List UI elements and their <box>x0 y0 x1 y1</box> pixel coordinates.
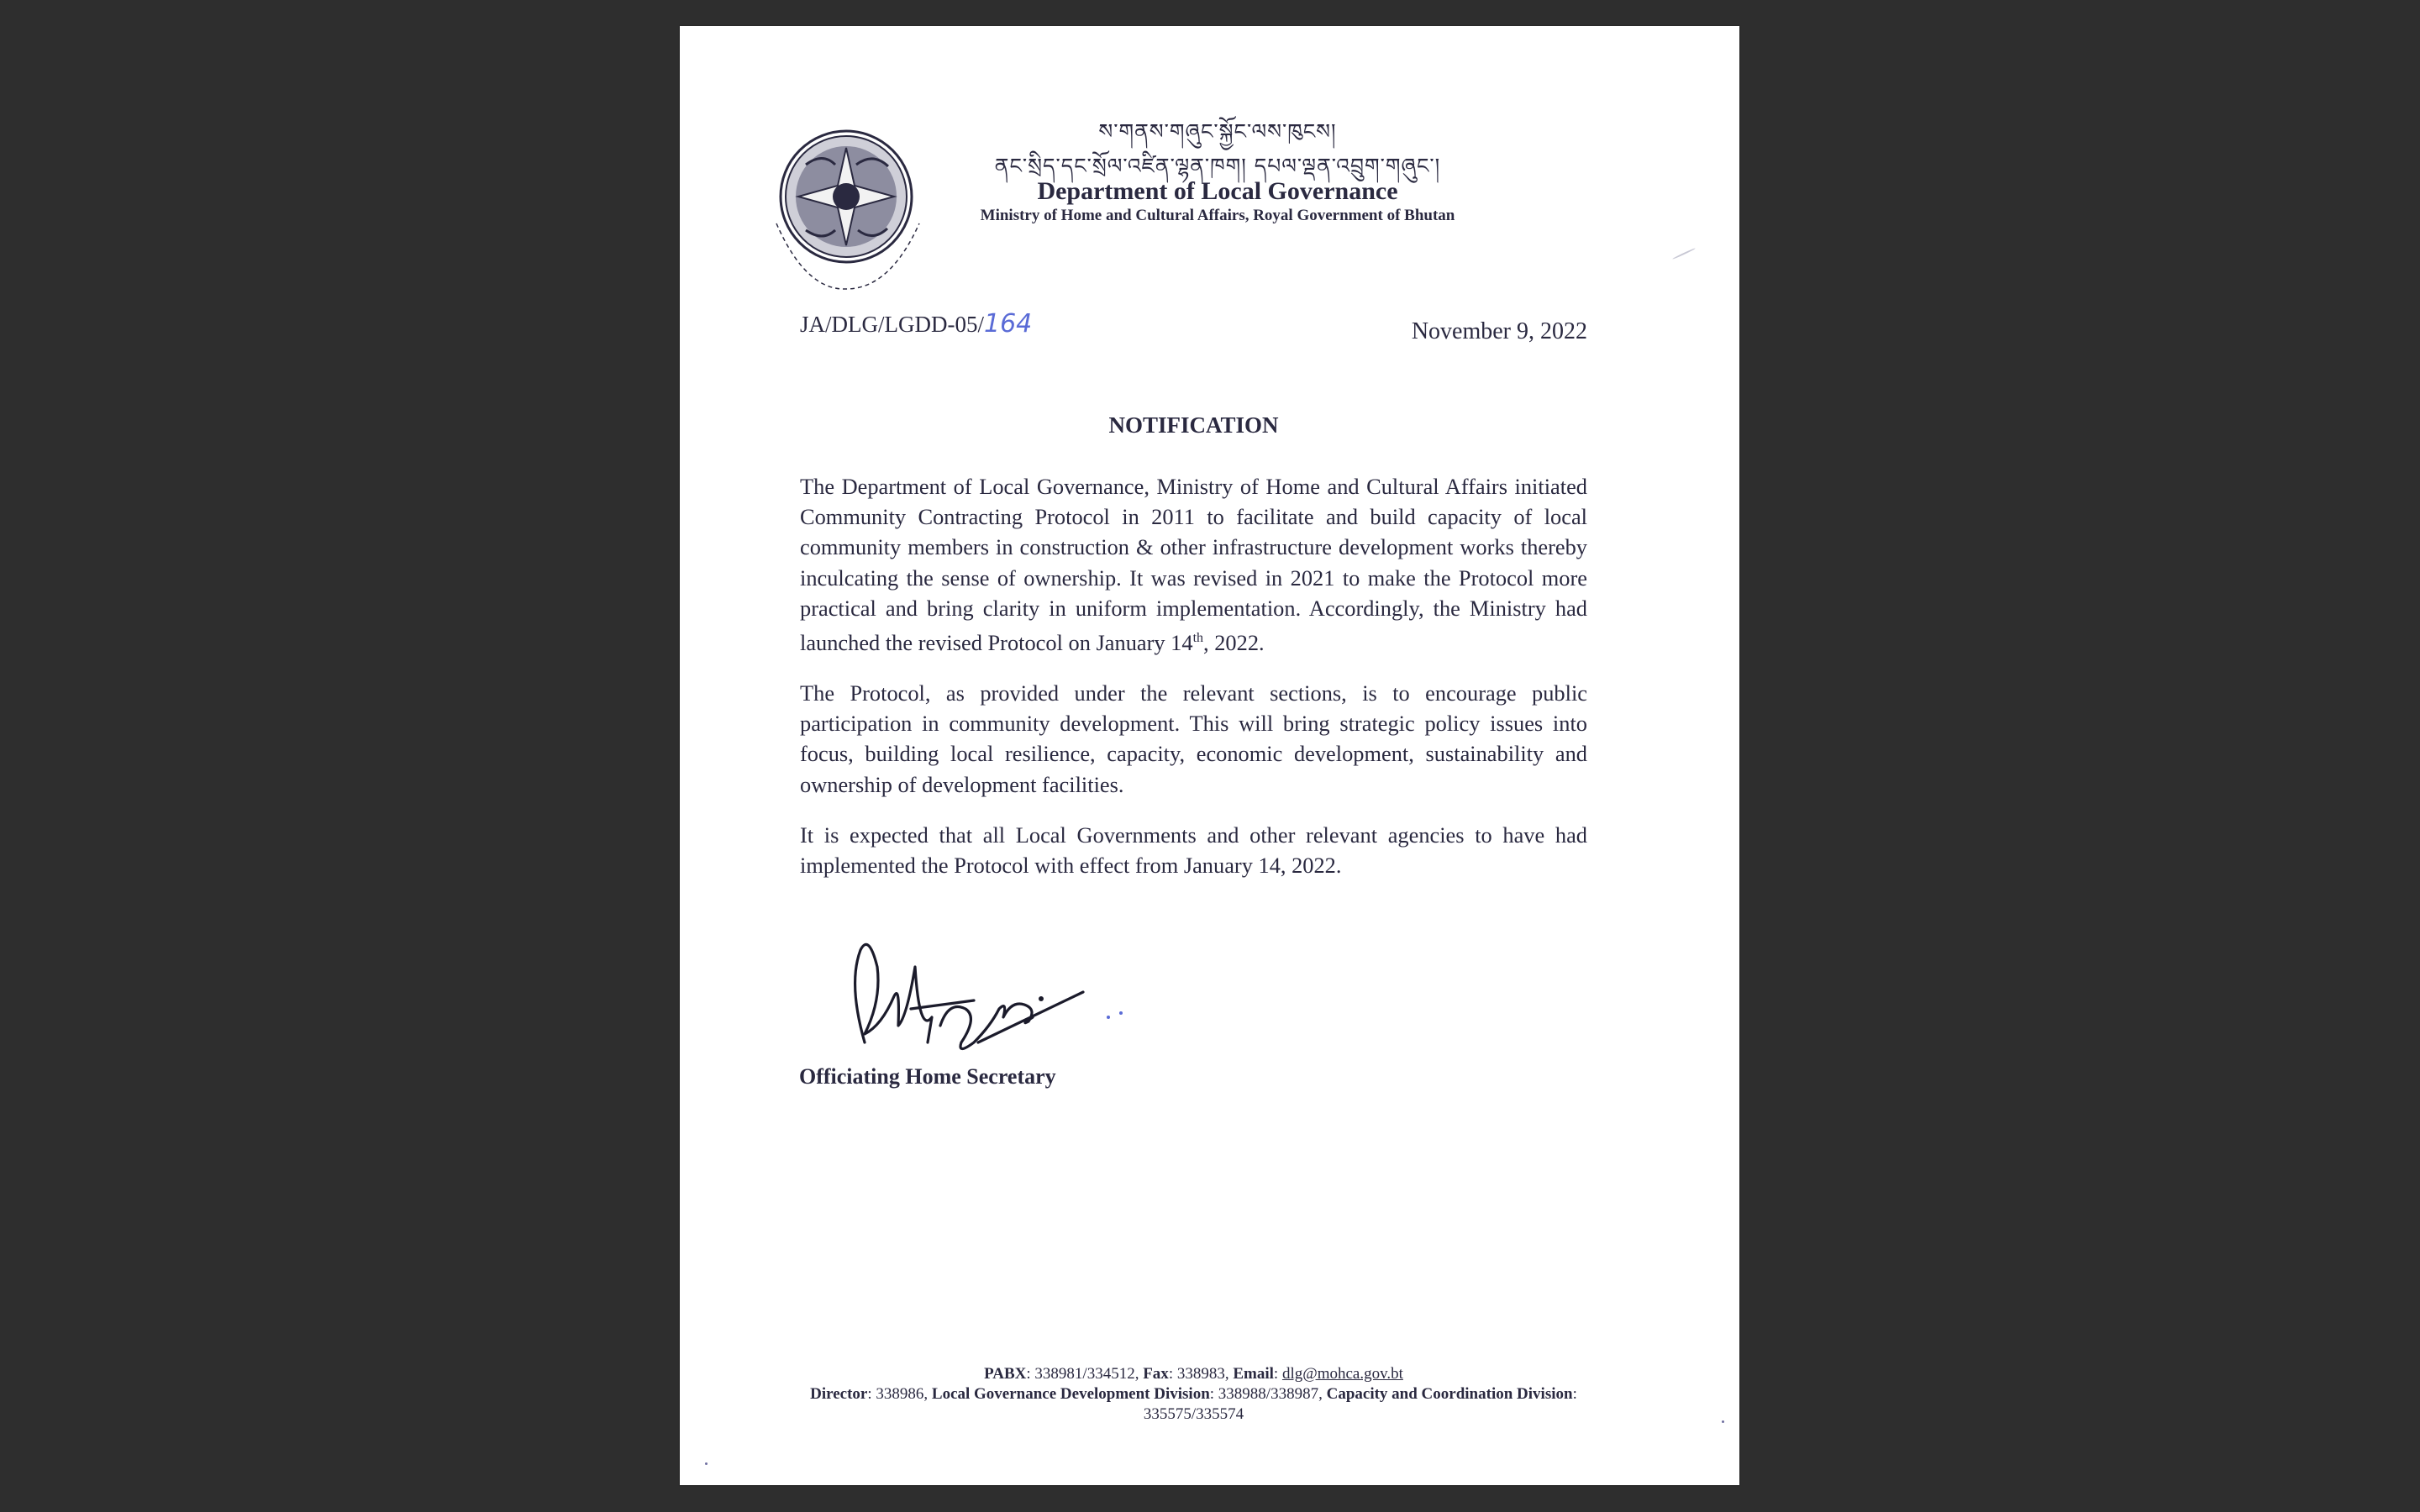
reference-number <box>800 309 1032 339</box>
document-date: November 9, 2022 <box>1411 318 1587 344</box>
document-title: NOTIFICATION <box>1108 412 1279 438</box>
handwritten-signature <box>831 916 1134 1068</box>
paper-speck <box>1672 248 1696 260</box>
paragraph-3: It is expected that all Local Governments and other relevant agencies to have had implemented the Protocol with effect from January 14, 2022. <box>800 822 1587 879</box>
signatory-title: Officiating Home Secretary <box>799 1064 1056 1089</box>
ministry-name: Ministry of Home and Cultural Affairs, Royal Government of Bhutan <box>980 207 1455 224</box>
paragraph-2: The Protocol, as provided under the relevant sections, is to encourage public participation in community development. This will bring strategic policy issues into focus, building local resilience, capacity, economic development, sustainability and ownership of development facilities. <box>800 680 1587 797</box>
footer-line-1: PABX: 338981/334512, Fax: 338983, Email: dlg@mohca.gov.bt <box>984 1365 1403 1383</box>
tibetan-ministry-heading: ས་གནས་གཞུང་སྐྱོང་ལས་ཁུངས། <box>1098 119 1337 144</box>
document-page <box>680 26 1739 1485</box>
department-name: Department of Local Governance <box>1037 177 1398 205</box>
email-link[interactable]: dlg@mohca.gov.bt <box>1281 1365 1403 1383</box>
reference-prefix: JA/DLG/LGDD-05/ <box>800 312 984 337</box>
superscript: th <box>1192 631 1204 646</box>
footer-contact-info <box>800 1364 1587 1425</box>
handwritten-reference-number: 164 <box>983 309 1033 339</box>
paper-speck <box>1722 1420 1724 1423</box>
document-body <box>800 471 1587 900</box>
tibetan-government-heading: ནང་སྲིད་དང་སྲོལ་འཛིན་ལྷན་ཁག། དཔལ་ལྡན་འབྲུག་གཞུང་། <box>994 154 1441 178</box>
paragraph-1: The Department of Local Governance, Ministry of Home and Cultural Affairs initiated Community Contracting Protocol in 2011 to facilitate and build capacity of local community members in construction & other infrastructure development works thereby inculcating the sense of ownership. It was revised in 2021 to make the Protocol more practical and bring clarity in uniform implementation. Accordingly, the Ministry had launched the revised Protocol on January 14th, 2022. <box>800 474 1587 655</box>
footer-line-2: Director: 338986, Local Governance Development Division: 338988/338987, Capacity and Coordination Division: 335575/335574 <box>810 1385 1577 1423</box>
paper-speck <box>705 1462 708 1465</box>
